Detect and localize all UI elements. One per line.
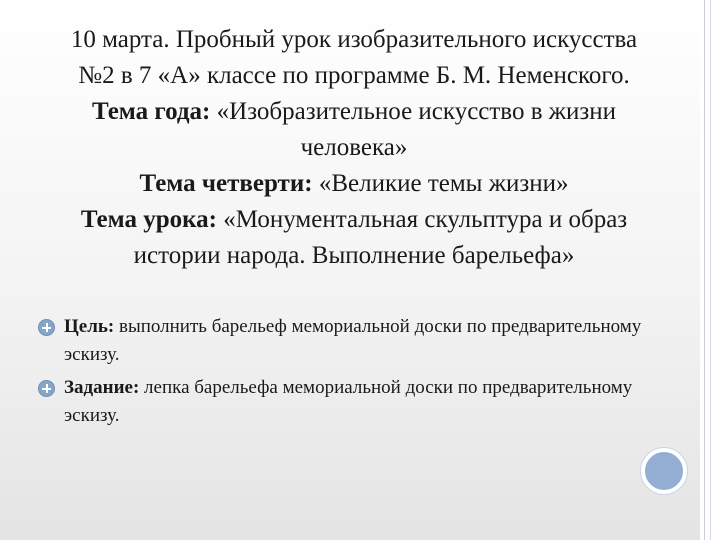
plus-circle-icon — [38, 380, 55, 397]
year-theme-label: Тема года: — [91, 98, 211, 125]
right-decorative-line-inner — [710, 0, 711, 540]
circle-decoration — [641, 448, 687, 494]
year-theme-continuation: человека» — [300, 134, 408, 161]
quarter-theme — [14, 166, 694, 202]
right-decorative-line — [704, 0, 705, 540]
quarter-theme-text: «Великие темы жизни» — [312, 170, 569, 197]
year-theme-text: «Изобразительное искусство в жизни — [210, 98, 617, 125]
goal-label: Цель: — [64, 316, 115, 337]
quarter-theme-label: Тема четверти: — [139, 170, 313, 197]
task-label: Задание: — [64, 377, 140, 398]
slide-title — [14, 22, 694, 274]
lesson-theme-label: Тема урока: — [80, 206, 218, 233]
lesson-theme-continuation: истории народа. Выполнение барельефа» — [133, 242, 575, 269]
bullet-list — [38, 313, 658, 435]
task-text: лепка барельефа мемориальной доски по предварительному эскизу. — [64, 377, 633, 426]
bullet-task — [38, 374, 658, 430]
lesson-theme — [14, 202, 694, 238]
lesson-theme-text: «Монументальная скульптура и образ — [217, 206, 628, 233]
title-line-2: №2 в 7 «А» классе по программе Б. М. Неменского. — [78, 62, 630, 89]
title-line-1: 10 марта. Пробный урок изобразительного искусства — [70, 26, 638, 53]
goal-text: выполнить барельеф мемориальной доски по предварительному эскизу. — [64, 316, 642, 365]
bullet-goal — [38, 313, 658, 369]
year-theme — [14, 94, 694, 130]
plus-circle-icon — [38, 319, 55, 336]
